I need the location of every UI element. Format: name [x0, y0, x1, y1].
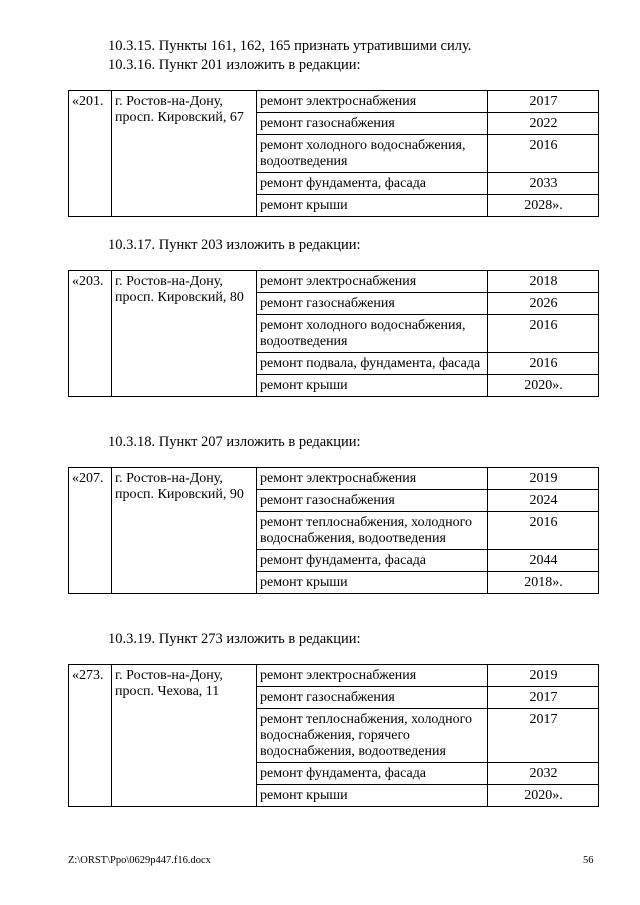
item-203-table [68, 270, 599, 397]
footer-file-path: Z:\ORST\Ppo\0629p447.f16.docx [68, 855, 211, 866]
item-address: г. Ростов-на-Дону, просп. Кировский, 67 [112, 91, 257, 217]
work-cell: ремонт газоснабжения [257, 490, 488, 512]
year-cell: 2032 [488, 763, 599, 785]
item-address: г. Ростов-на-Дону, просп. Чехова, 11 [112, 665, 257, 807]
work-cell: ремонт крыши [257, 375, 488, 397]
item-207-table [68, 467, 599, 594]
year-cell: 2019 [488, 468, 599, 490]
year-cell: 2024 [488, 490, 599, 512]
item-273-table [68, 664, 599, 807]
item-address: г. Ростов-на-Дону, просп. Кировский, 90 [112, 468, 257, 594]
paragraph-10-3-19: 10.3.19. Пункт 273 изложить в редакции: [108, 631, 361, 647]
year-cell: 2017 [488, 91, 599, 113]
work-cell: ремонт газоснабжения [257, 687, 488, 709]
item-number: «203. [69, 271, 112, 397]
work-cell: ремонт крыши [257, 572, 488, 594]
year-cell: 2017 [488, 709, 599, 763]
year-cell: 2016 [488, 512, 599, 550]
work-cell: ремонт подвала, фундамента, фасада [257, 353, 488, 375]
work-cell: ремонт теплоснабжения, холодного водоснабжения, водоотведения [257, 512, 488, 550]
year-cell: 2028». [488, 195, 599, 217]
work-cell: ремонт крыши [257, 195, 488, 217]
work-cell: ремонт холодного водоснабжения, водоотведения [257, 135, 488, 173]
work-cell: ремонт газоснабжения [257, 113, 488, 135]
item-number: «273. [69, 665, 112, 807]
work-cell: ремонт электроснабжения [257, 91, 488, 113]
work-cell: ремонт фундамента, фасада [257, 763, 488, 785]
paragraph-10-3-17: 10.3.17. Пункт 203 изложить в редакции: [108, 237, 361, 253]
item-number: «201. [69, 91, 112, 217]
work-cell: ремонт газоснабжения [257, 293, 488, 315]
page-number: 56 [583, 855, 594, 866]
paragraph-10-3-15: 10.3.15. Пункты 161, 162, 165 признать утратившими силу. [108, 38, 472, 54]
year-cell: 2016 [488, 315, 599, 353]
year-cell: 2020». [488, 785, 599, 807]
work-cell: ремонт фундамента, фасада [257, 173, 488, 195]
work-cell: ремонт крыши [257, 785, 488, 807]
item-address: г. Ростов-на-Дону, просп. Кировский, 80 [112, 271, 257, 397]
year-cell: 2020». [488, 375, 599, 397]
year-cell: 2018 [488, 271, 599, 293]
work-cell: ремонт электроснабжения [257, 468, 488, 490]
paragraph-10-3-16: 10.3.16. Пункт 201 изложить в редакции: [108, 57, 361, 73]
work-cell: ремонт фундамента, фасада [257, 550, 488, 572]
work-cell: ремонт электроснабжения [257, 271, 488, 293]
year-cell: 2016 [488, 135, 599, 173]
work-cell: ремонт холодного водоснабжения, водоотведения [257, 315, 488, 353]
work-cell: ремонт электроснабжения [257, 665, 488, 687]
year-cell: 2022 [488, 113, 599, 135]
year-cell: 2018». [488, 572, 599, 594]
item-201-table [68, 90, 599, 217]
year-cell: 2017 [488, 687, 599, 709]
work-cell: ремонт теплоснабжения, холодного водоснабжения, горячего водоснабжения, водоотведения [257, 709, 488, 763]
year-cell: 2019 [488, 665, 599, 687]
year-cell: 2026 [488, 293, 599, 315]
year-cell: 2033 [488, 173, 599, 195]
year-cell: 2044 [488, 550, 599, 572]
item-number: «207. [69, 468, 112, 594]
paragraph-10-3-18: 10.3.18. Пункт 207 изложить в редакции: [108, 434, 361, 450]
year-cell: 2016 [488, 353, 599, 375]
